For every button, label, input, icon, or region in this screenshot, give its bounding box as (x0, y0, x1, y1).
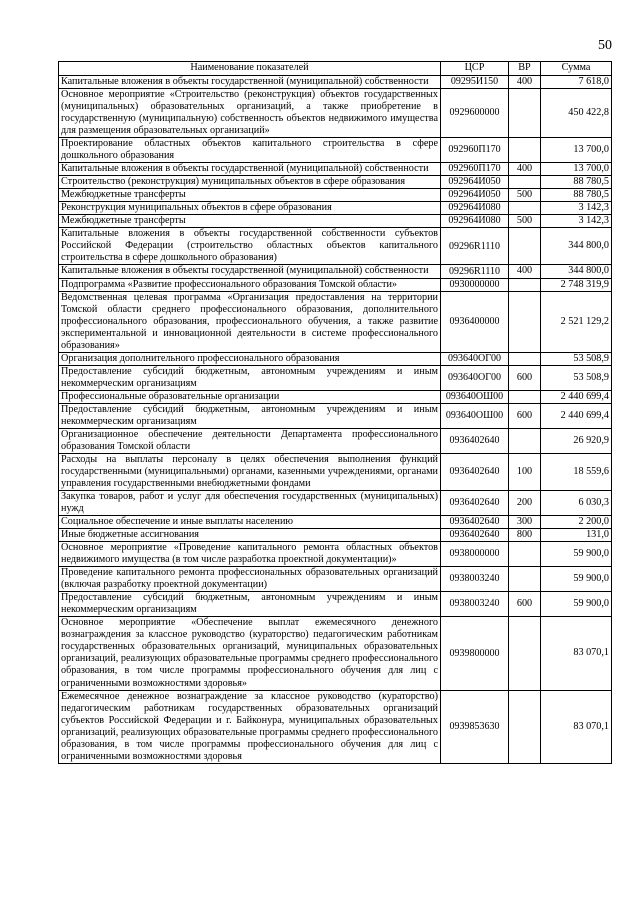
row-csr-cell: 093640ОГ00 (441, 365, 509, 390)
row-sum-cell: 26 920,9 (541, 428, 612, 453)
row-sum-cell: 2 440 699,4 (541, 390, 612, 403)
row-sum-cell: 83 070,1 (541, 617, 612, 690)
row-name-cell: Расходы на выплаты персоналу в целях обеспечения выполнения функций государственными (муниципальными) органами, казенными учреждениями, органами управления государственными внебюджетными фондами (59, 453, 441, 490)
table-row (59, 352, 612, 365)
row-sum-cell: 344 800,0 (541, 265, 612, 278)
row-vr-cell: 100 (509, 453, 541, 490)
table-row (59, 278, 612, 291)
row-vr-cell: 400 (509, 265, 541, 278)
row-name-cell: Организационное обеспечение деятельности Департамента профессионального образования Томской области (59, 428, 441, 453)
row-csr-cell: 0936402640 (441, 516, 509, 529)
row-csr-cell: 0929600000 (441, 89, 509, 138)
header-sum: Сумма (541, 62, 612, 76)
row-name-cell: Предоставление субсидий бюджетным, автономным учреждениям и иным некоммерческим организациям (59, 592, 441, 617)
row-vr-cell (509, 390, 541, 403)
row-name-cell: Проведение капитального ремонта профессиональных образовательных организаций (включая разработку проектной документации) (59, 567, 441, 592)
row-name-cell: Реконструкция муниципальных объектов в сфере образования (59, 202, 441, 215)
row-name-cell: Капитальные вложения в объекты государственной (муниципальной) собственности (59, 163, 441, 176)
table-row (59, 390, 612, 403)
row-vr-cell (509, 542, 541, 567)
row-vr-cell: 600 (509, 592, 541, 617)
row-vr-cell (509, 617, 541, 690)
row-csr-cell: 09296R1110 (441, 265, 509, 278)
table-row (59, 202, 612, 215)
row-sum-cell: 18 559,6 (541, 453, 612, 490)
row-csr-cell: 0936400000 (441, 291, 509, 352)
row-sum-cell: 2 440 699,4 (541, 403, 612, 428)
row-csr-cell: 0936402640 (441, 491, 509, 516)
table-row (59, 592, 612, 617)
table-row (59, 529, 612, 542)
row-csr-cell: 0938003240 (441, 592, 509, 617)
row-name-cell: Предоставление субсидий бюджетным, автономным учреждениям и иным некоммерческим организациям (59, 403, 441, 428)
table-row (59, 491, 612, 516)
row-vr-cell: 600 (509, 403, 541, 428)
row-name-cell: Капитальные вложения в объекты государственной (муниципальной) собственности (59, 265, 441, 278)
table-row (59, 516, 612, 529)
row-vr-cell: 300 (509, 516, 541, 529)
table-row (59, 365, 612, 390)
row-csr-cell: 092964И050 (441, 189, 509, 202)
table-row (59, 428, 612, 453)
row-vr-cell (509, 352, 541, 365)
row-name-cell: Основное мероприятие «Обеспечение выплат ежемесячного денежного вознаграждения за классное руководство (кураторство) педагогическим работникам государственных образовательных организаций, муниципальных образовательных организаций, реализующих образовательные программы среднего профессионального образования, в том числе программы профессионального обучения для лиц с ограниченными возможностями здоровья» (59, 617, 441, 690)
row-sum-cell: 53 508,9 (541, 352, 612, 365)
row-vr-cell: 200 (509, 491, 541, 516)
table-header-row (59, 62, 612, 76)
row-csr-cell: 092960П170 (441, 138, 509, 163)
table-row (59, 89, 612, 138)
row-name-cell: Капитальные вложения в объекты государственной (муниципальной) собственности (59, 76, 441, 89)
header-vr: ВР (509, 62, 541, 76)
row-name-cell: Организация дополнительного профессионального образования (59, 352, 441, 365)
row-sum-cell: 59 900,0 (541, 567, 612, 592)
row-sum-cell: 88 780,5 (541, 189, 612, 202)
row-csr-cell: 09296R1110 (441, 228, 509, 265)
row-sum-cell: 59 900,0 (541, 592, 612, 617)
row-name-cell: Предоставление субсидий бюджетным, автономным учреждениям и иным некоммерческим организациям (59, 365, 441, 390)
row-csr-cell: 0936402640 (441, 453, 509, 490)
row-sum-cell: 131,0 (541, 529, 612, 542)
table-row (59, 542, 612, 567)
row-sum-cell: 13 700,0 (541, 163, 612, 176)
row-vr-cell (509, 89, 541, 138)
row-vr-cell (509, 428, 541, 453)
row-sum-cell: 88 780,5 (541, 176, 612, 189)
row-vr-cell (509, 690, 541, 763)
row-vr-cell (509, 202, 541, 215)
row-name-cell: Межбюджетные трансферты (59, 215, 441, 228)
row-vr-cell (509, 567, 541, 592)
row-sum-cell: 83 070,1 (541, 690, 612, 763)
row-vr-cell: 400 (509, 163, 541, 176)
header-name: Наименование показателей (59, 62, 441, 76)
table-row (59, 176, 612, 189)
row-csr-cell: 0939800000 (441, 617, 509, 690)
row-csr-cell: 092964И050 (441, 176, 509, 189)
page-number: 50 (598, 38, 612, 53)
row-vr-cell: 500 (509, 189, 541, 202)
row-name-cell: Проектирование областных объектов капитального строительства в сфере дошкольного образования (59, 138, 441, 163)
table-row (59, 403, 612, 428)
row-sum-cell: 450 422,8 (541, 89, 612, 138)
row-sum-cell: 7 618,0 (541, 76, 612, 89)
table-row (59, 163, 612, 176)
row-vr-cell (509, 228, 541, 265)
table-row (59, 215, 612, 228)
row-csr-cell: 0930000000 (441, 278, 509, 291)
table-row (59, 228, 612, 265)
row-csr-cell: 092960П170 (441, 163, 509, 176)
row-vr-cell (509, 291, 541, 352)
row-vr-cell: 500 (509, 215, 541, 228)
row-sum-cell: 2 748 319,9 (541, 278, 612, 291)
row-sum-cell: 13 700,0 (541, 138, 612, 163)
row-sum-cell: 53 508,9 (541, 365, 612, 390)
row-csr-cell: 0936402640 (441, 529, 509, 542)
header-csr: ЦСР (441, 62, 509, 76)
table-row (59, 265, 612, 278)
row-sum-cell: 59 900,0 (541, 542, 612, 567)
row-sum-cell: 3 142,3 (541, 202, 612, 215)
row-csr-cell: 092964И080 (441, 202, 509, 215)
row-vr-cell (509, 138, 541, 163)
row-vr-cell (509, 278, 541, 291)
row-vr-cell (509, 176, 541, 189)
row-csr-cell: 09295И150 (441, 76, 509, 89)
table-row (59, 690, 612, 763)
row-csr-cell: 092964И080 (441, 215, 509, 228)
row-vr-cell: 600 (509, 365, 541, 390)
row-csr-cell: 0938003240 (441, 567, 509, 592)
table-row (59, 138, 612, 163)
row-csr-cell: 093640ОГ00 (441, 352, 509, 365)
row-name-cell: Межбюджетные трансферты (59, 189, 441, 202)
table-row (59, 76, 612, 89)
row-csr-cell: 093640ОШ00 (441, 390, 509, 403)
row-vr-cell: 800 (509, 529, 541, 542)
table-row (59, 189, 612, 202)
row-csr-cell: 0938000000 (441, 542, 509, 567)
row-sum-cell: 3 142,3 (541, 215, 612, 228)
row-name-cell: Профессиональные образовательные организации (59, 390, 441, 403)
row-name-cell: Основное мероприятие «Проведение капитального ремонта областных объектов недвижимого имущества (в том числе разработка проектной документации)» (59, 542, 441, 567)
table-row (59, 453, 612, 490)
row-csr-cell: 093640ОШ00 (441, 403, 509, 428)
row-name-cell: Подпрограмма «Развитие профессионального образования Томской области» (59, 278, 441, 291)
row-vr-cell: 400 (509, 76, 541, 89)
row-name-cell: Основное мероприятие «Строительство (реконструкция) объектов государственных (муниципальных) образовательных организаций, а также приобретение в государственную (муниципальную) собственность объектов недвижимого имущества для размещения образовательных организаций» (59, 89, 441, 138)
row-sum-cell: 6 030,3 (541, 491, 612, 516)
table-row (59, 617, 612, 690)
row-name-cell: Ежемесячное денежное вознаграждение за классное руководство (кураторство) педагогическим работникам государственных образовательных организаций субъектов Российской Федерации и г. Байконура, муниципальных образовательных организаций, реализующих образовательные программы среднего профессионального образования, в том числе программы профессионального обучения для лиц с ограниченными возможностями здоровья (59, 690, 441, 763)
row-name-cell: Ведомственная целевая программа «Организация предоставления на территории Томской области среднего профессионального образования, дополнительного профессионального образования, профессионального обучения, а также развитие экспериментальной и инновационной деятельности в системе профессионального образования» (59, 291, 441, 352)
row-sum-cell: 344 800,0 (541, 228, 612, 265)
row-name-cell: Иные бюджетные ассигнования (59, 529, 441, 542)
row-csr-cell: 0939853630 (441, 690, 509, 763)
row-name-cell: Закупка товаров, работ и услуг для обеспечения государственных (муниципальных) нужд (59, 491, 441, 516)
table-row (59, 567, 612, 592)
row-name-cell: Капитальные вложения в объекты государственной собственности субъектов Российской Федерации (строительство областных объектов капитального строительства в сфере дошкольного образования) (59, 228, 441, 265)
row-name-cell: Социальное обеспечение и иные выплаты населению (59, 516, 441, 529)
row-name-cell: Строительство (реконструкция) муниципальных объектов в сфере образования (59, 176, 441, 189)
row-csr-cell: 0936402640 (441, 428, 509, 453)
budget-table (58, 61, 612, 764)
row-sum-cell: 2 521 129,2 (541, 291, 612, 352)
table-row (59, 291, 612, 352)
row-sum-cell: 2 200,0 (541, 516, 612, 529)
